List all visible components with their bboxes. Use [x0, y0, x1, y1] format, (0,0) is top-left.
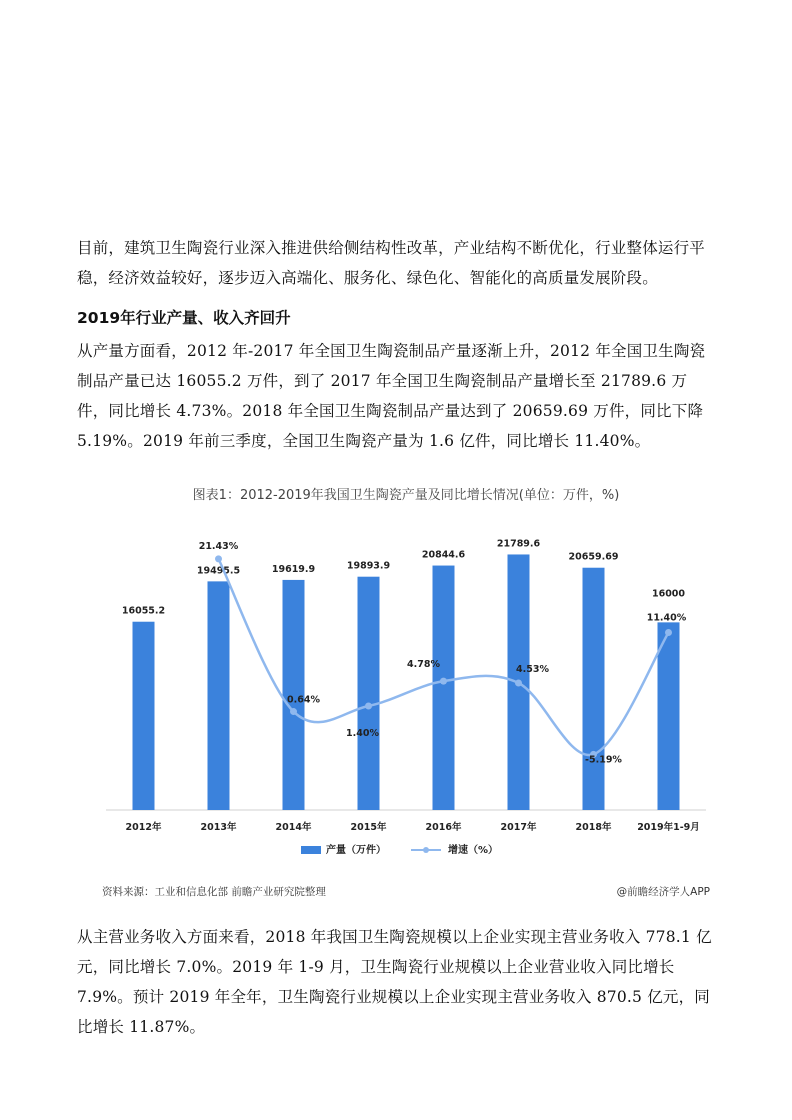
production-paragraph: 从产量方面看，2012 年-2017 年全国卫生陶瓷制品产量逐渐上升，2012 年全国卫生陶瓷制品产量已达 16055.2 万件，到了 2017 年全国卫生陶瓷制品产量增长至 21789.6 万件，同比增长 4.73%。2018 年全国卫生陶瓷制品产量达到了 20659.69 万件，同比下降 5.19%。2019 年前三季度，全国卫生陶瓷产量为 1.6 亿件，同比增长 11.40%。 [77, 342, 706, 450]
bar-1 [208, 581, 230, 810]
growth-point-1 [215, 555, 222, 562]
category-label-2: 2014年 [275, 822, 312, 833]
growth-label-4: 4.78% [407, 659, 440, 671]
bar-7 [658, 622, 680, 810]
growth-label-6: -5.19% [585, 754, 622, 766]
bar-4 [433, 566, 455, 810]
credit-note: @前瞻经济学人APP [616, 886, 710, 898]
growth-point-4 [440, 678, 447, 685]
bar-6 [583, 568, 605, 810]
category-label-6: 2018年 [575, 822, 612, 833]
source-note: 资料来源：工业和信息化部 前瞻产业研究院整理 [102, 886, 326, 898]
bar-label-4: 20844.6 [421, 549, 466, 561]
chart-figure [96, 480, 716, 910]
category-label-4: 2016年 [425, 822, 462, 833]
section-heading: 2019年行业产量、收入齐回升 [77, 309, 291, 327]
bar-label-1: 19495.5 [196, 565, 241, 577]
bar-label-7: 16000 [651, 588, 686, 600]
bar-label-3: 19893.9 [346, 560, 391, 572]
category-label-1: 2013年 [200, 822, 237, 833]
growth-point-2 [290, 708, 297, 715]
bar-3 [358, 577, 380, 810]
growth-point-7 [665, 629, 672, 636]
growth-label-3: 1.40% [346, 727, 379, 739]
legend-line-marker [423, 847, 429, 853]
legend-line-label: 增速（%） [448, 845, 499, 856]
growth-point-5 [515, 679, 522, 686]
chart-title: 图表1：2012-2019年我国卫生陶瓷产量及同比增长情况(单位：万件，%) [192, 488, 620, 503]
legend-bar-label: 产量（万件） [326, 845, 386, 856]
intro-paragraph: 目前，建筑卫生陶瓷行业深入推进供给侧结构性改革，产业结构不断优化，行业整体运行平稳，经济效益较好，逐步迈入高端化、服务化、绿色化、智能化的高质量发展阶段。 [77, 239, 706, 287]
revenue-paragraph: 从主营业务收入方面来看，2018 年我国卫生陶瓷规模以上企业实现主营业务收入 778.1 亿元，同比增长 7.0%。2019 年 1-9 月，卫生陶瓷行业规模以上企业营业收入同比增长 7.9%。预计 2019 年全年，卫生陶瓷行业规模以上企业实现主营业务收入 870.5 亿元，同比增长 11.87%。 [77, 928, 712, 1036]
growth-label-1: 21.43% [198, 540, 239, 552]
bar-label-2: 19619.9 [271, 563, 316, 575]
category-label-3: 2015年 [350, 822, 387, 833]
bar-label-6: 20659.69 [568, 551, 619, 563]
bar-label-5: 21789.6 [496, 538, 541, 550]
growth-label-5: 4.53% [516, 663, 549, 675]
category-label-7: 2019年1-9月 [637, 822, 700, 833]
bar-label-0: 16055.2 [121, 605, 166, 617]
growth-label-7: 11.40% [646, 612, 687, 624]
growth-point-3 [365, 702, 372, 709]
legend-bar-swatch [301, 846, 321, 854]
production-growth-chart [96, 480, 716, 880]
bar-0 [133, 622, 155, 810]
category-label-5: 2017年 [500, 822, 537, 833]
category-label-0: 2012年 [125, 822, 162, 833]
growth-label-2: 0.64% [287, 694, 320, 706]
